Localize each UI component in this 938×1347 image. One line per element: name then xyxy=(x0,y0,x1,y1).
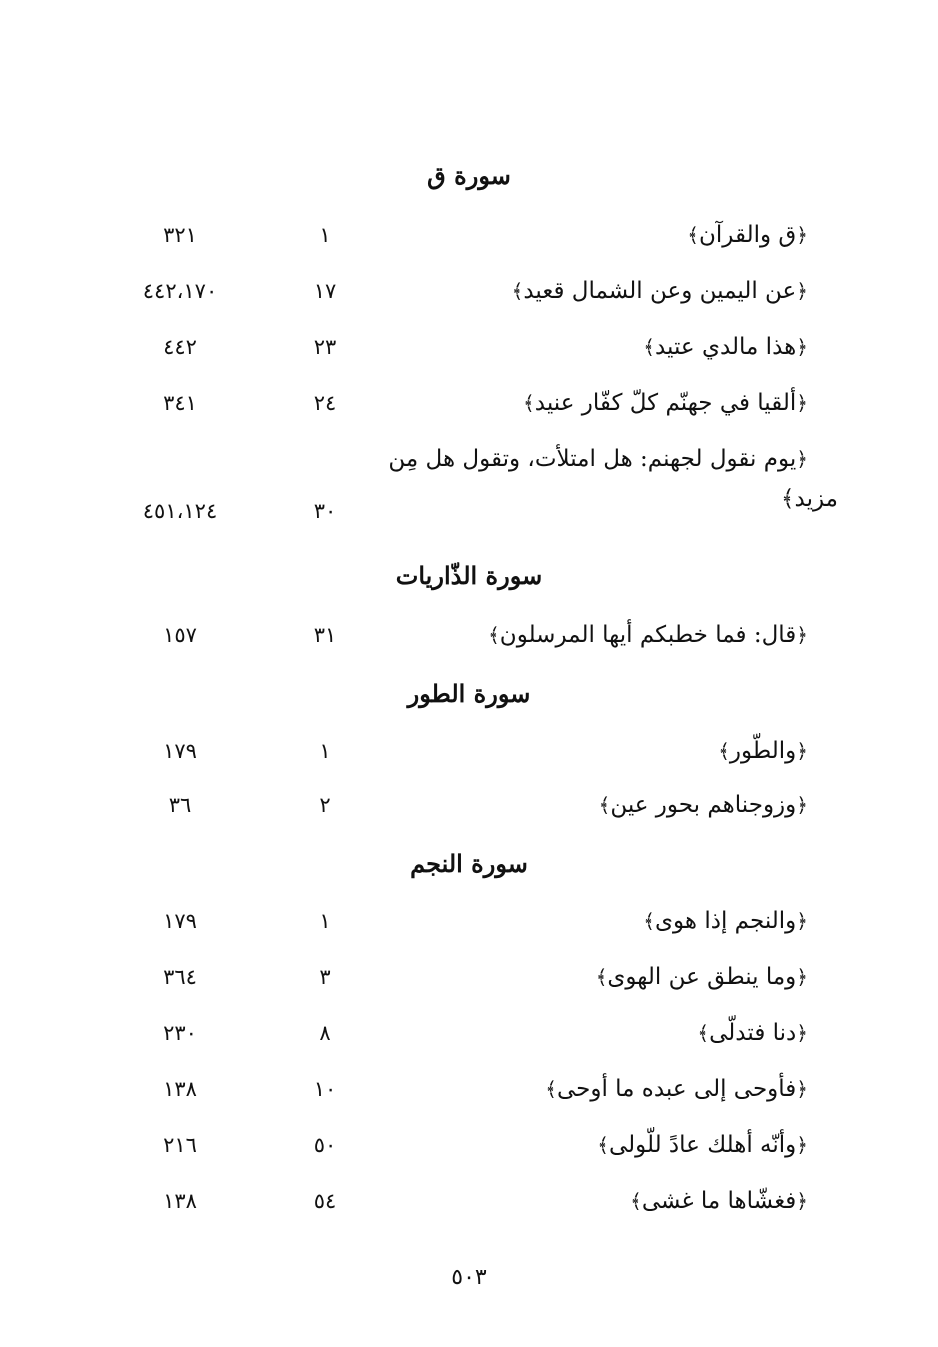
verse-row xyxy=(0,272,938,312)
verse-text xyxy=(597,1126,808,1164)
verse-text xyxy=(488,616,808,654)
verse-text xyxy=(718,732,808,770)
page-reference: ٤٥١،١٢٤ xyxy=(142,499,218,523)
verse-text xyxy=(687,216,808,254)
bracket-close: ﴾ xyxy=(597,1133,609,1157)
verse-number: ٢ xyxy=(319,793,331,817)
verse-text xyxy=(512,272,808,310)
verse-text xyxy=(630,1182,808,1220)
page-reference: ٣٦٤ xyxy=(163,965,197,989)
verse-number: ١٧ xyxy=(313,279,337,303)
bracket-open: ﴿ xyxy=(796,623,808,647)
bracket-open: ﴿ xyxy=(796,965,808,989)
verse-words: فأوحى إلى عبده ما أوحى xyxy=(556,1076,797,1102)
page-reference: ٤٤٢ xyxy=(163,335,197,359)
bracket-open: ﴿ xyxy=(796,1189,808,1213)
page-reference: ١٣٨ xyxy=(163,1189,197,1213)
verse-number: ١٠ xyxy=(313,1077,337,1101)
verse-words: قال: فما خطبكم أيها المرسلون xyxy=(499,622,797,648)
bracket-close: ﴾ xyxy=(781,486,795,512)
bracket-close: ﴾ xyxy=(488,623,500,647)
bracket-open: ﴿ xyxy=(796,909,808,933)
verse-row xyxy=(0,902,938,942)
verse-number: ٣١ xyxy=(313,623,337,647)
verse-number: ٣ xyxy=(319,965,331,989)
verse-text xyxy=(388,440,808,478)
surah-heading: سورة الطور xyxy=(407,679,531,708)
verse-text xyxy=(599,786,808,824)
page-reference: ٢٣٠ xyxy=(163,1021,197,1045)
verse-text xyxy=(545,1070,808,1108)
bracket-open: ﴿ xyxy=(796,391,808,415)
surah-heading: سورة ق xyxy=(427,161,511,190)
verse-row xyxy=(0,732,938,772)
verse-row xyxy=(0,328,938,368)
bracket-close: ﴾ xyxy=(643,909,656,933)
verse-number: ٢٤ xyxy=(313,391,337,415)
bracket-close: ﴾ xyxy=(545,1077,557,1101)
verse-row xyxy=(0,216,938,256)
page-reference: ١٧٩ xyxy=(163,739,197,763)
verse-number: ٢٣ xyxy=(313,335,337,359)
verse-words: دنا فتدلّى xyxy=(709,1020,797,1046)
bracket-open: ﴿ xyxy=(796,739,808,763)
page-reference: ١٧٩ xyxy=(163,909,197,933)
bracket-open: ﴿ xyxy=(796,335,808,359)
bracket-close: ﴾ xyxy=(595,965,608,989)
verse-row xyxy=(0,440,938,530)
verse-words: والنجم إذا هوى xyxy=(655,908,797,934)
verse-number: ١ xyxy=(319,739,331,763)
verse-number: ٥٤ xyxy=(313,1189,337,1213)
surah-heading: سورة النجم xyxy=(410,849,528,878)
page-reference: ٣٤١ xyxy=(163,391,197,415)
verse-row xyxy=(0,1014,938,1054)
bracket-close: ﴾ xyxy=(718,739,730,763)
verse-text xyxy=(523,384,808,422)
bracket-open: ﴿ xyxy=(796,279,808,303)
bracket-close: ﴾ xyxy=(523,391,535,415)
page-reference: ٣٦ xyxy=(168,793,192,817)
bracket-open: ﴿ xyxy=(796,223,808,247)
verse-words: فغشّاها ما غشى xyxy=(641,1188,797,1214)
verse-words: وأنّه أهلك عادً للّولى xyxy=(608,1132,797,1158)
bracket-open: ﴿ xyxy=(796,793,808,817)
verse-text xyxy=(697,1014,808,1052)
bracket-open: ﴿ xyxy=(796,1021,808,1045)
verse-words: ق والقرآن xyxy=(699,222,797,248)
bracket-open: ﴿ xyxy=(796,1077,808,1101)
bracket-close: ﴾ xyxy=(630,1189,642,1213)
verse-words: ألقيا في جهنّم كلّ كفّار عنيد xyxy=(534,390,797,416)
bracket-open: ﴿ xyxy=(796,447,808,471)
verse-text xyxy=(643,902,808,940)
verse-row xyxy=(0,1182,938,1222)
verse-text xyxy=(643,328,808,366)
verse-words: عن اليمين وعن الشمال قعيد xyxy=(523,278,797,304)
page-reference: ٣٢١ xyxy=(163,223,197,247)
verse-number: ١ xyxy=(319,909,331,933)
verse-words: والطّور xyxy=(729,738,797,764)
bracket-close: ﴾ xyxy=(697,1021,710,1045)
page-number: ٥٠٣ xyxy=(451,1265,487,1290)
bracket-close: ﴾ xyxy=(687,223,699,247)
page-reference: ٢١٦ xyxy=(163,1133,197,1157)
verse-row xyxy=(0,616,938,656)
verse-number: ١ xyxy=(319,223,331,247)
verse-words: هذا مالدي عتيد xyxy=(654,334,797,360)
bracket-open: ﴿ xyxy=(796,1133,808,1157)
verse-row xyxy=(0,958,938,998)
page-reference: ١٥٧ xyxy=(163,623,197,647)
bracket-close: ﴾ xyxy=(643,335,655,359)
verse-row xyxy=(0,786,938,826)
verse-number: ٥٠ xyxy=(313,1133,337,1157)
verse-words: مزيد xyxy=(794,486,838,512)
bracket-close: ﴾ xyxy=(511,279,524,303)
bracket-close: ﴾ xyxy=(598,793,611,817)
verse-text-continued xyxy=(781,480,838,518)
verse-number: ٣٠ xyxy=(313,499,337,523)
verse-words: وزوجناهم بحور عين xyxy=(610,792,797,818)
verse-row xyxy=(0,384,938,424)
verse-words: يوم نقول لجهنم: هل امتلأت، وتقول هل مِن xyxy=(388,446,797,472)
verse-row xyxy=(0,1070,938,1110)
page-reference: ١٣٨ xyxy=(163,1077,197,1101)
verse-number: ٨ xyxy=(319,1021,331,1045)
verse-text xyxy=(596,958,808,996)
verse-row xyxy=(0,1126,938,1166)
surah-heading: سورة الذّاريات xyxy=(395,561,543,590)
verse-words: وما ينطق عن الهوى xyxy=(607,964,797,990)
page-reference: ٤٤٢،١٧٠ xyxy=(142,279,218,303)
